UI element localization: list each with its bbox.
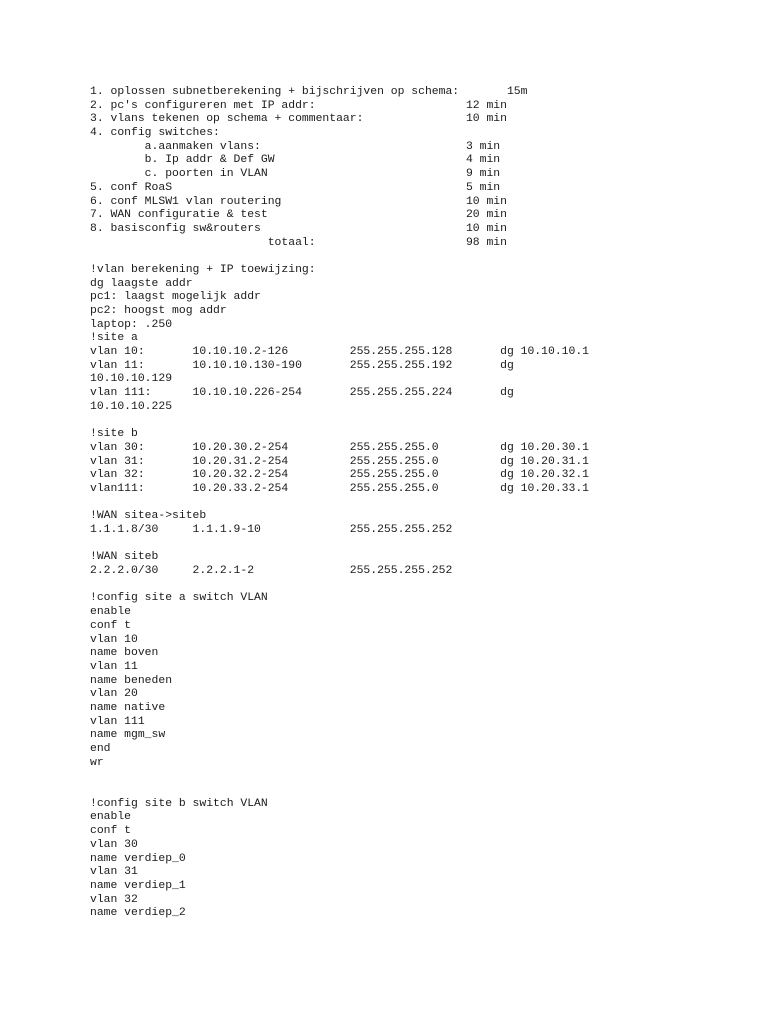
text-line: vlan 30: 10.20.30.2-254 255.255.255.0 dg 10.20.30.1 [90,441,589,454]
text-line: 4. config switches: [90,127,220,140]
text-line: enable [90,606,132,619]
text-line: 10.10.10.225 [90,400,173,413]
text-line: 8. basisconfig sw&routers 10 min [90,222,507,235]
text-line: a.aanmaken vlans: 3 min [90,140,501,153]
blank-line [90,538,589,552]
blank-line [90,579,589,593]
text-line: vlan 20 [90,688,138,701]
text-line: !config site b switch VLAN [90,797,268,810]
blank-line [90,415,589,429]
text-line: pc1: laagst mogelijk addr [90,291,261,304]
blank-line [90,770,589,784]
text-line: vlan 32 [90,893,138,906]
text-line: totaal: 98 min [90,236,507,249]
text-line: !site a [90,332,138,345]
text-line: pc2: hoogst mog addr [90,305,227,317]
text-line: name verdiep_0 [90,852,186,865]
text-line: !WAN siteb [90,551,159,564]
text-line: enable [90,811,132,824]
blank-line [90,784,589,798]
text-line: 1. oplossen subnetberekening + bijschrijven op schema: 15m [90,86,528,98]
text-line: vlan 31 [90,866,138,879]
text-line: conf t [90,825,132,838]
text-line: c. poorten in VLAN 9 min [90,168,501,181]
text-line: vlan 111: 10.10.10.226-254 255.255.255.224 dg [90,387,514,400]
text-line: dg laagste addr [90,277,193,290]
text-line: name boven [90,647,159,660]
text-line: 2.2.2.0/30 2.2.2.1-2 255.255.255.252 [90,565,453,578]
text-line: 7. WAN configuratie & test 20 min [90,209,507,222]
text-line: vlan 31: 10.20.31.2-254 255.255.255.0 dg 10.20.31.1 [90,455,589,468]
text-line: vlan 11 [90,660,138,673]
text-line: name mgm_sw [90,729,166,742]
text-line: 2. pc's configureren met IP addr: 12 min [90,99,507,112]
text-line: 10.10.10.129 [90,373,173,386]
text-line: vlan 30 [90,838,138,851]
text-line: vlan111: 10.20.33.2-254 255.255.255.0 dg 10.20.33.1 [90,482,589,495]
text-line: name verdiep_1 [90,879,186,892]
text-line: vlan 32: 10.20.32.2-254 255.255.255.0 dg 10.20.32.1 [90,469,589,482]
text-line: !config site a switch VLAN [90,592,268,605]
text-line: !WAN sitea->siteb [90,510,207,523]
text-line: b. Ip addr & Def GW 4 min [90,154,501,167]
text-line: !site b [90,428,138,441]
text-line: name native [90,701,166,714]
text-line: vlan 10 [90,633,138,646]
text-line: 6. conf MLSW1 vlan routering 10 min [90,195,507,208]
text-line: name beneden [90,674,173,687]
text-line: 3. vlans tekenen op schema + commentaar: 10 min [90,113,507,126]
text-line: 1.1.1.8/30 1.1.1.9-10 255.255.255.252 [90,524,453,536]
text-line: laptop: .250 [90,318,173,331]
text-line: end [90,743,111,755]
text-line: name verdiep_2 [90,907,186,920]
blank-line [90,250,589,264]
text-line: vlan 11: 10.10.10.130-190 255.255.255.192 dg [90,359,514,372]
blank-line [90,497,589,511]
text-line: !vlan berekening + IP toewijzing: [90,263,316,276]
document-text [90,86,589,921]
text-line: vlan 10: 10.10.10.2-126 255.255.255.128 dg 10.10.10.1 [90,346,589,359]
text-line: 5. conf RoaS 5 min [90,181,501,194]
text-line: conf t [90,619,132,632]
text-line: vlan 111 [90,715,145,728]
text-line: wr [90,756,104,769]
